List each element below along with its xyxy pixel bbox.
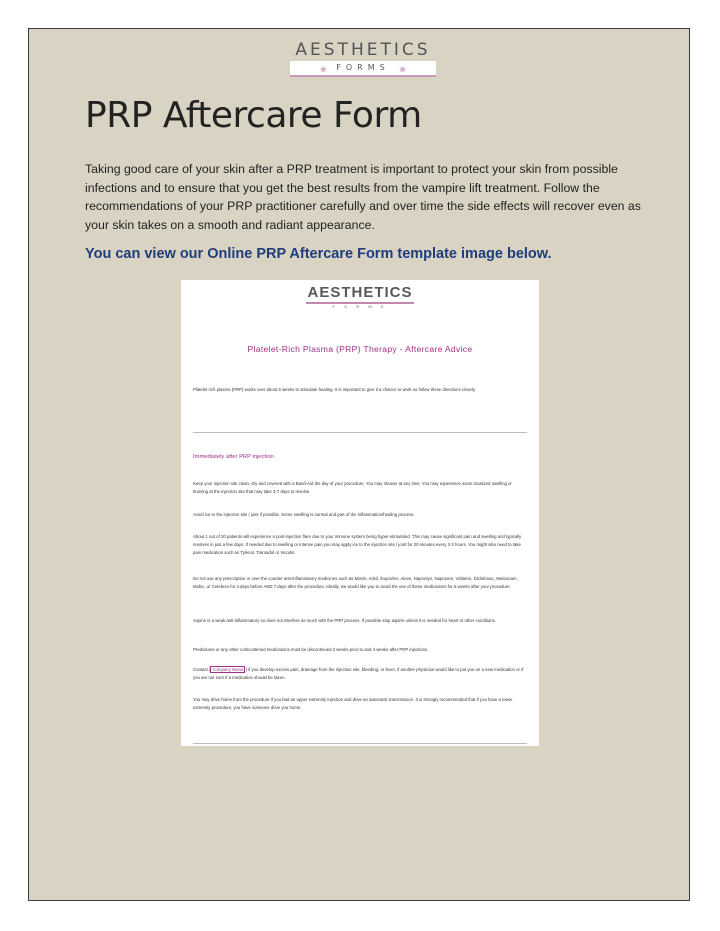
form-logo — [181, 285, 539, 310]
form-paragraph: Keep your injection site clean, dry and covered with a Band-Aid the day of your procedure. You may shower at any time. You may experience some localized swelling or bruising at the injection site that may take 3-7 days to resolve. — [193, 481, 512, 494]
form-text: ) if you develop excess pain, drainage from the injection site, bleeding, or fever, if another physician would like to put you on a new medication or if you are not sure if a medication should be taken. — [193, 667, 524, 680]
lotus-icon: ❀ — [320, 65, 327, 74]
form-subheading: You can view our Online PRP Aftercare Form template image below. — [85, 246, 552, 262]
form-logo-sub: F O R M S — [332, 304, 388, 309]
form-paragraph: Aspirin is a weak anti-inflammatory so does not interfere as much with the PRP process. If possible stop aspirin unless it is needed for heart or other conditions. — [193, 618, 496, 623]
form-paragraph: About 1 out of 20 patients will experience a post-injection flare due to your immune system being hyper-stimulated. This may cause significant pain and swelling and typically resolves in just a few days. If needed due to swelling or intense pain you may apply ice to the injection site / joint for 20 minutes every 2-3 hours. You might also need to take pain medication such as Tylenol, Tramadol or Vicodin. — [193, 534, 522, 555]
form-paragraph: Avoid ice to the injection site / joint if possible. Some swelling is normal and part of the inflammation/healing process. — [193, 512, 415, 517]
company-name-field: Company Name — [212, 667, 244, 672]
form-paragraph: You may drive home from the procedure if you had an upper extremity injection and drive an automatic transmission. It is strongly recommended that if you have a lower extremity procedure, you have someone drive you home. — [193, 697, 513, 710]
page-title: PRP Aftercare Form — [85, 95, 422, 136]
brand-sub: FORMS — [336, 63, 390, 72]
brand-sub-bar — [290, 61, 436, 77]
form-intro: Platelet rich plasma (PRP) works over about 6 weeks to stimulate healing. It is important to give it a chance to work so follow these directions closely. — [193, 387, 476, 392]
form-section-heading: Immediately after PRP injection — [193, 454, 274, 460]
form-title: Platelet-Rich Plasma (PRP) Therapy - Aftercare Advice — [247, 344, 473, 354]
form-paragraph: Do not use any prescription or over the counter anti-inflammatory medicines such as Motrin, Advil, Ibuprofen, Aleve, Naprosyn, Naproxen, Voltaren, Diclofenac, Meloxicam, Mobic, or Celebrex for 4 days before AND 7 days after the procedure. Ideally, we would like you to avoid the use of these medications for 6 weeks after your procedure. — [193, 576, 518, 589]
form-text: Contact ( — [193, 667, 211, 672]
form-divider — [193, 432, 527, 433]
page-frame — [28, 28, 690, 901]
form-paragraph — [193, 666, 527, 682]
form-logo-text: AESTHETICS — [307, 284, 413, 301]
form-paragraph: Prednisone or any other corticosteroid medications must be discontinued 2 weeks prior to and 4 weeks after PRP injections. — [193, 647, 429, 652]
form-preview-image — [181, 280, 539, 746]
intro-text: Taking good care of your skin after a PRP treatment is important to protect your skin from possible infections and to ensure that you get the best results from the vampire lift treatment. Follow the recommendations of your PRP practitioner carefully and over time the side effects will recover even as your skin takes on a smooth and radiant appearance. — [85, 162, 641, 232]
lotus-icon: ❀ — [399, 65, 406, 74]
form-divider — [193, 743, 527, 744]
brand-logo — [290, 41, 436, 75]
brand-name: AESTHETICS — [295, 40, 431, 60]
